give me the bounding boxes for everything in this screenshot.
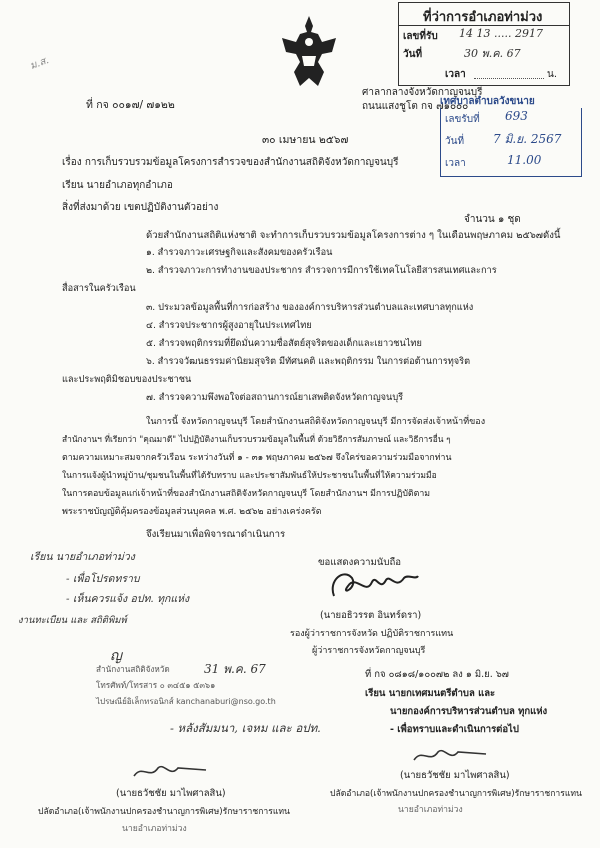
subject-line: เรื่อง การเก็บรวบรวมข้อมูลโครงการสำรวจของสำนักงานสถิติจังหวัดกาญจนบุรี xyxy=(62,157,399,168)
enclosure-qty: จำนวน ๑ ชุด xyxy=(464,214,521,225)
sender-phone: โทรศัพท์/โทรสาร ๐ ๓๔๕๑ ๕๓๖๑ xyxy=(96,680,216,690)
receipt-no-label: เลขที่รับ xyxy=(403,31,438,42)
address-line1: ศาลากลางจังหวัดกาญจนบุรี xyxy=(362,87,483,98)
list-item: สื่อสารในครัวเรือน xyxy=(62,283,136,294)
order-ref: ที่ กจ ๐๘๑๘/๑๐๐๗๒ ลง ๑ มิ.ย. ๖๗ xyxy=(365,669,509,680)
body-line: ตามความเหมาะสมจากครัวเรือน ระหว่างวันที่ ๑ - ๓๑ พฤษภาคม ๒๕๖๗ จึงใคร่ขอความร่วมมือจากท่าน xyxy=(62,453,452,463)
signature-mark xyxy=(326,566,422,604)
body-line: ในการแจ้งผู้นำหมู่บ้าน/ชุมชนในพื้นที่ได้รับทราบ และประชาสัมพันธ์ให้ประชาชนในพื้นที่ให้ความร่วมมือ xyxy=(62,471,437,481)
hand-bottom-note: - หลังสัมมนา, เจหม และ อปท. xyxy=(170,721,321,735)
hand-date: 31 พ.ค. 67 xyxy=(204,662,266,676)
office-stamp xyxy=(440,108,582,177)
body-line: ในการนี้ จังหวัดกาญจนบุรี โดยสำนักงานสถิติจังหวัดกาญจนบุรี มีการจัดส่งเจ้าหน้าที่ของ xyxy=(146,417,486,427)
office-time-label: เวลา xyxy=(445,158,466,169)
receipt-date-value: 30 พ.ค. 67 xyxy=(464,47,521,60)
receipt-date-label: วันที่ xyxy=(403,49,423,60)
list-item: ๗. สำรวจความพึงพอใจต่อสถานการณ์ยาเสพติดจังหวัดกาญจนบุรี xyxy=(146,392,404,403)
receipt-time-unit: น. xyxy=(547,69,558,80)
sender-email: ไปรษณีย์อิเล็กทรอนิกส์ kanchanaburi@nso.go.th xyxy=(96,697,276,706)
left-signer-title2: นายอำเภอท่าม่วง xyxy=(122,824,187,834)
body-line: ในการตอบข้อมูลแก่เจ้าหน้าที่ของสำนักงานสถิติจังหวัดกาญจนบุรี โดยสำนักงานฯ มีการปฏิบัติตาม xyxy=(62,489,431,499)
receipt-no-value: 14 13 ..... 2917 xyxy=(459,27,543,40)
intro-paragraph: ด้วยสำนักงานสถิติแห่งชาติ จะทำการเก็บรวบรวมข้อมูลโครงการต่าง ๆ ในเดือนพฤษภาคม ๒๕๖๗ดังนี้ xyxy=(146,230,561,241)
hand-initials: ญ xyxy=(110,648,122,664)
regards: ขอแสดงความนับถือ xyxy=(318,557,402,568)
letter-date: ๓๐ เมษายน ๒๕๖๗ xyxy=(262,134,349,146)
left-signature-mark xyxy=(130,758,210,784)
list-item: ๖. สำรวจวัฒนธรรมค่านิยมสุจริต มีทัศนคติ และพฤติกรรม ในการต่อต้านการทุจริต xyxy=(146,356,471,367)
left-signer-title1: ปลัดอำเภอ(เจ้าพนักงานปกครองชำนาญการพิเศษ)รักษาราชการแทน xyxy=(38,807,290,817)
hand-note: งานทะเบียน และ สถิติพิมพ์ xyxy=(18,615,127,626)
signer-title2: ผู้ว่าราชการจังหวัดกาญจนบุรี xyxy=(312,646,426,656)
order-purpose: - เพื่อทราบและดำเนินการต่อไป xyxy=(390,724,519,735)
corner-note: ม.ส. xyxy=(28,55,51,72)
list-item: ๔. สำรวจประชากรผู้สูงอายุในประเทศไทย xyxy=(146,320,312,331)
receipt-stamp-title: ที่ว่าการอำเภอท่าม่วง xyxy=(423,10,543,25)
order-to2: นายกองค์การบริหารส่วนตำบล ทุกแห่ง xyxy=(390,706,548,717)
signer-name: (นายอธิวรรต อินทร์ดรา) xyxy=(320,610,422,621)
list-item: ๒. สำรวจภาวะการทำงานของประชากร สำรวจการมีการใช้เทคโนโลยีสารสนเทศและการ xyxy=(146,265,497,276)
office-no-value: 693 xyxy=(505,109,528,123)
sender-office: สำนักงานสถิติจังหวัด xyxy=(96,664,170,674)
right-signature-mark xyxy=(410,742,490,768)
left-signer-name: (นายธวัชชัย มาไพศาลสิน) xyxy=(116,788,226,799)
hand-note: - เพื่อโปรดทราบ xyxy=(66,573,140,585)
office-no-label: เลขรับที่ xyxy=(445,114,480,125)
receipt-stamp xyxy=(398,2,570,86)
right-signer-title1: ปลัดอำเภอ(เจ้าพนักงานปกครองชำนาญการพิเศษ)รักษาราชการแทน xyxy=(330,789,582,799)
list-item: ๓. ประมวลข้อมูลพื้นที่การก่อสร้าง ขององค์การบริหารส่วนตำบลและเทศบาลทุกแห่ง xyxy=(146,302,474,313)
garuda-emblem xyxy=(278,12,340,90)
right-signer-name: (นายธวัชชัย มาไพศาลสิน) xyxy=(400,770,510,781)
ref-number: ที่ กจ ๐๐๑๗/ ๗๑๒๒ xyxy=(86,99,175,111)
body-line: พระราชบัญญัติคุ้มครองข้อมูลส่วนบุคคล พ.ศ. ๒๕๖๒ อย่างเคร่งครัด xyxy=(62,507,322,517)
address-line2: ถนนแสงชูโต กจ ๗๑๐๐๐ xyxy=(362,101,469,112)
office-time-value: 11.00 xyxy=(507,153,542,167)
receipt-time-label: เวลา xyxy=(445,69,466,80)
closing-request: จึงเรียนมาเพื่อพิจารณาดำเนินการ xyxy=(146,529,286,540)
signer-title1: รองผู้ว่าราชการจังหวัด ปฏิบัติราชการแทน xyxy=(290,629,454,639)
body-line: สำนักงานฯ ที่เรียกว่า "คุณมาดี" ไปปฏิบัติงานเก็บรวบรวมข้อมูลในพื้นที่ ด้วยวิธีการสัมภาษณ์ และวิธีการอื่น ๆ xyxy=(62,434,451,444)
list-item: ๕. สำรวจพฤติกรรมที่ยึดมั่นความซื่อสัตย์สุจริตของเด็กและเยาวชนไทย xyxy=(146,338,422,349)
hand-note: เรียน นายอำเภอท่าม่วง xyxy=(30,551,135,563)
right-signer-title2: นายอำเภอท่าม่วง xyxy=(398,805,463,815)
office-date-label: วันที่ xyxy=(445,136,465,147)
office-stamp-title: เทศบาลตำบลวังขนาย xyxy=(440,96,535,107)
enclosure-line: สิ่งที่ส่งมาด้วย เขตปฏิบัติงานตัวอย่าง xyxy=(62,202,219,213)
list-item: และประพฤติมิชอบของประชาชน xyxy=(62,374,192,385)
list-item: ๑. สำรวจภาวะเศรษฐกิจและสังคมของครัวเรือน xyxy=(146,247,333,258)
hand-note: - เห็นควรแจ้ง อปท. ทุกแห่ง xyxy=(66,593,190,605)
order-to1: เรียน นายกเทศมนตรีตำบล และ xyxy=(365,688,496,699)
office-date-value: 7 มิ.ย. 2567 xyxy=(493,132,562,146)
to-line: เรียน นายอำเภอทุกอำเภอ xyxy=(62,180,173,191)
